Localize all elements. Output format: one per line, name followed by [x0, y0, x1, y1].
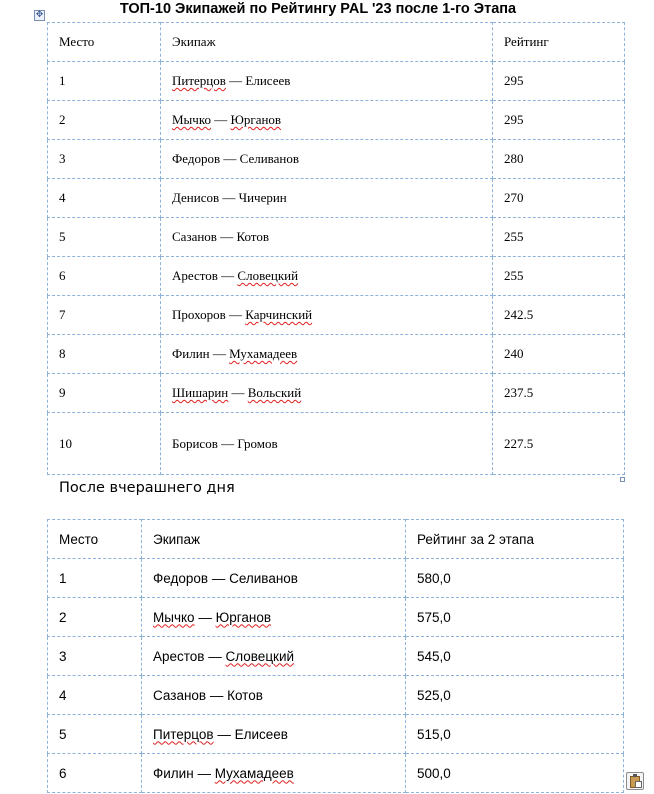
cell-crew	[142, 715, 406, 754]
cell-rating: 237.5	[493, 374, 625, 413]
crew-pilot: Борисов	[172, 435, 218, 451]
cell-rating: 295	[493, 62, 625, 101]
crew-pilot: Филин	[172, 346, 210, 361]
crew-pilot: Шишарин	[172, 385, 229, 400]
table-header-row	[48, 520, 624, 559]
crew-navigator: Чичерин	[238, 190, 287, 205]
crew-navigator: Мухамадеев	[229, 346, 298, 361]
crew-pilot: Федоров	[172, 151, 221, 166]
cell-rating: 242.5	[493, 296, 625, 335]
cell-crew	[161, 101, 493, 140]
cell-crew	[142, 637, 406, 676]
rating-table-stage-1	[47, 22, 625, 475]
cell-place: 8	[48, 335, 161, 374]
cell-place: 5	[48, 715, 142, 754]
header-crew: Экипаж	[161, 23, 493, 62]
rating-table-stage-2	[47, 519, 624, 793]
crew-navigator: Словецкий	[237, 268, 299, 283]
crew-separator: —	[208, 570, 230, 586]
cell-rating: 545,0	[406, 637, 624, 676]
crew-navigator: Елисеев	[234, 726, 288, 742]
crew-separator: —	[211, 112, 231, 127]
crew-separator: —	[209, 346, 230, 361]
crew-pilot: Мычко	[172, 112, 211, 127]
crew-separator: —	[204, 648, 226, 664]
cell-rating: 575,0	[406, 598, 624, 637]
table-resize-handle[interactable]	[620, 477, 625, 482]
table-header-row	[48, 23, 625, 62]
page-title: ТОП-10 Экипажей по Рейтингу PAL '23 после 1-го Этапа	[119, 1, 517, 17]
crew-navigator: Елисеев	[245, 73, 291, 88]
table-move-handle-icon[interactable]: ✥	[35, 10, 44, 20]
table-row	[48, 140, 625, 179]
cell-place: 6	[48, 257, 161, 296]
table-row	[48, 715, 624, 754]
cell-place: 3	[48, 140, 161, 179]
cell-place: 3	[48, 637, 142, 676]
cell-place: 5	[48, 218, 161, 257]
cell-rating: 255	[493, 218, 625, 257]
cell-rating: 227.5	[493, 413, 625, 475]
cell-rating: 240	[493, 335, 625, 374]
crew-pilot: Филин	[153, 765, 194, 781]
cell-rating: 515,0	[406, 715, 624, 754]
cell-rating: 580,0	[406, 559, 624, 598]
crew-navigator: Вольский	[247, 385, 302, 400]
crew-navigator: Карчинский	[245, 307, 313, 322]
cell-place: 7	[48, 296, 161, 335]
cell-rating: 270	[493, 179, 625, 218]
cell-rating: 295	[493, 101, 625, 140]
crew-navigator: Селиванов	[239, 151, 300, 166]
header-crew: Экипаж	[142, 520, 406, 559]
crew-navigator: Мухамадеев	[214, 765, 294, 781]
clipboard-clip-shape	[633, 774, 637, 777]
crew-pilot: Сазанов	[153, 687, 207, 703]
header-rating: Рейтинг за 2 этапа	[406, 520, 624, 559]
crew-pilot: Прохоров	[172, 307, 226, 322]
table-row	[48, 598, 624, 637]
crew-separator: —	[213, 726, 235, 742]
cell-crew	[161, 257, 493, 296]
cell-place: 6	[48, 754, 142, 793]
crew-separator: —	[206, 687, 228, 703]
table-row	[48, 676, 624, 715]
crew-navigator: Словецкий	[225, 648, 295, 664]
cell-crew	[142, 598, 406, 637]
header-rating: Рейтинг	[493, 23, 625, 62]
table-row	[48, 62, 625, 101]
cell-crew	[161, 413, 493, 475]
cell-rating: 255	[493, 257, 625, 296]
crew-separator: —	[220, 151, 240, 166]
crew-separator: —	[219, 190, 239, 205]
crew-navigator: Громов	[237, 435, 278, 451]
table-row	[48, 637, 624, 676]
crew-pilot: Сазанов	[172, 229, 217, 244]
crew-pilot: Питерцов	[172, 73, 226, 88]
cell-rating: 500,0	[406, 754, 624, 793]
crew-navigator: Котов	[236, 229, 269, 244]
crew-separator: —	[228, 385, 248, 400]
header-place: Место	[48, 520, 142, 559]
crew-navigator: Селиванов	[229, 570, 298, 586]
crew-pilot: Федоров	[153, 570, 209, 586]
header-place: Место	[48, 23, 161, 62]
cell-place: 2	[48, 598, 142, 637]
table-row	[48, 374, 625, 413]
crew-navigator: Юрганов	[215, 609, 271, 625]
cell-place: 1	[48, 559, 142, 598]
crew-pilot: Мычко	[153, 609, 195, 625]
section-subtitle: После вчерашнего дня	[59, 480, 235, 496]
crew-separator: —	[194, 609, 216, 625]
crew-navigator: Юрганов	[230, 112, 282, 127]
crew-separator: —	[217, 435, 238, 451]
crew-separator: —	[225, 73, 246, 88]
cell-crew	[142, 754, 406, 793]
cell-crew	[161, 140, 493, 179]
cell-rating: 280	[493, 140, 625, 179]
table-row	[48, 101, 625, 140]
cell-place: 4	[48, 179, 161, 218]
cell-place: 4	[48, 676, 142, 715]
cell-place: 10	[48, 413, 161, 475]
cell-crew	[142, 676, 406, 715]
cell-place: 1	[48, 62, 161, 101]
cell-crew	[161, 296, 493, 335]
cell-crew	[161, 218, 493, 257]
crew-pilot: Арестов	[172, 268, 218, 283]
table-row	[48, 754, 624, 793]
cell-place: 9	[48, 374, 161, 413]
table-row	[48, 335, 625, 374]
cell-crew	[161, 62, 493, 101]
crew-separator: —	[216, 229, 237, 244]
cell-crew	[161, 374, 493, 413]
clipboard-paste-icon[interactable]	[626, 772, 644, 790]
crew-pilot: Питерцов	[153, 726, 214, 742]
cell-crew	[161, 179, 493, 218]
table-row	[48, 179, 625, 218]
cell-rating: 525,0	[406, 676, 624, 715]
table-row	[48, 413, 625, 475]
cell-place: 2	[48, 101, 161, 140]
crew-pilot: Денисов	[172, 190, 220, 205]
table-row	[48, 296, 625, 335]
crew-navigator: Котов	[227, 687, 263, 703]
crew-separator: —	[193, 765, 215, 781]
crew-separator: —	[225, 307, 246, 322]
crew-pilot: Арестов	[153, 648, 205, 664]
table-row	[48, 218, 625, 257]
table-row	[48, 559, 624, 598]
cell-crew	[142, 559, 406, 598]
crew-separator: —	[217, 268, 238, 283]
table-row	[48, 257, 625, 296]
clipboard-sheet-shape	[635, 781, 642, 788]
cell-crew	[161, 335, 493, 374]
